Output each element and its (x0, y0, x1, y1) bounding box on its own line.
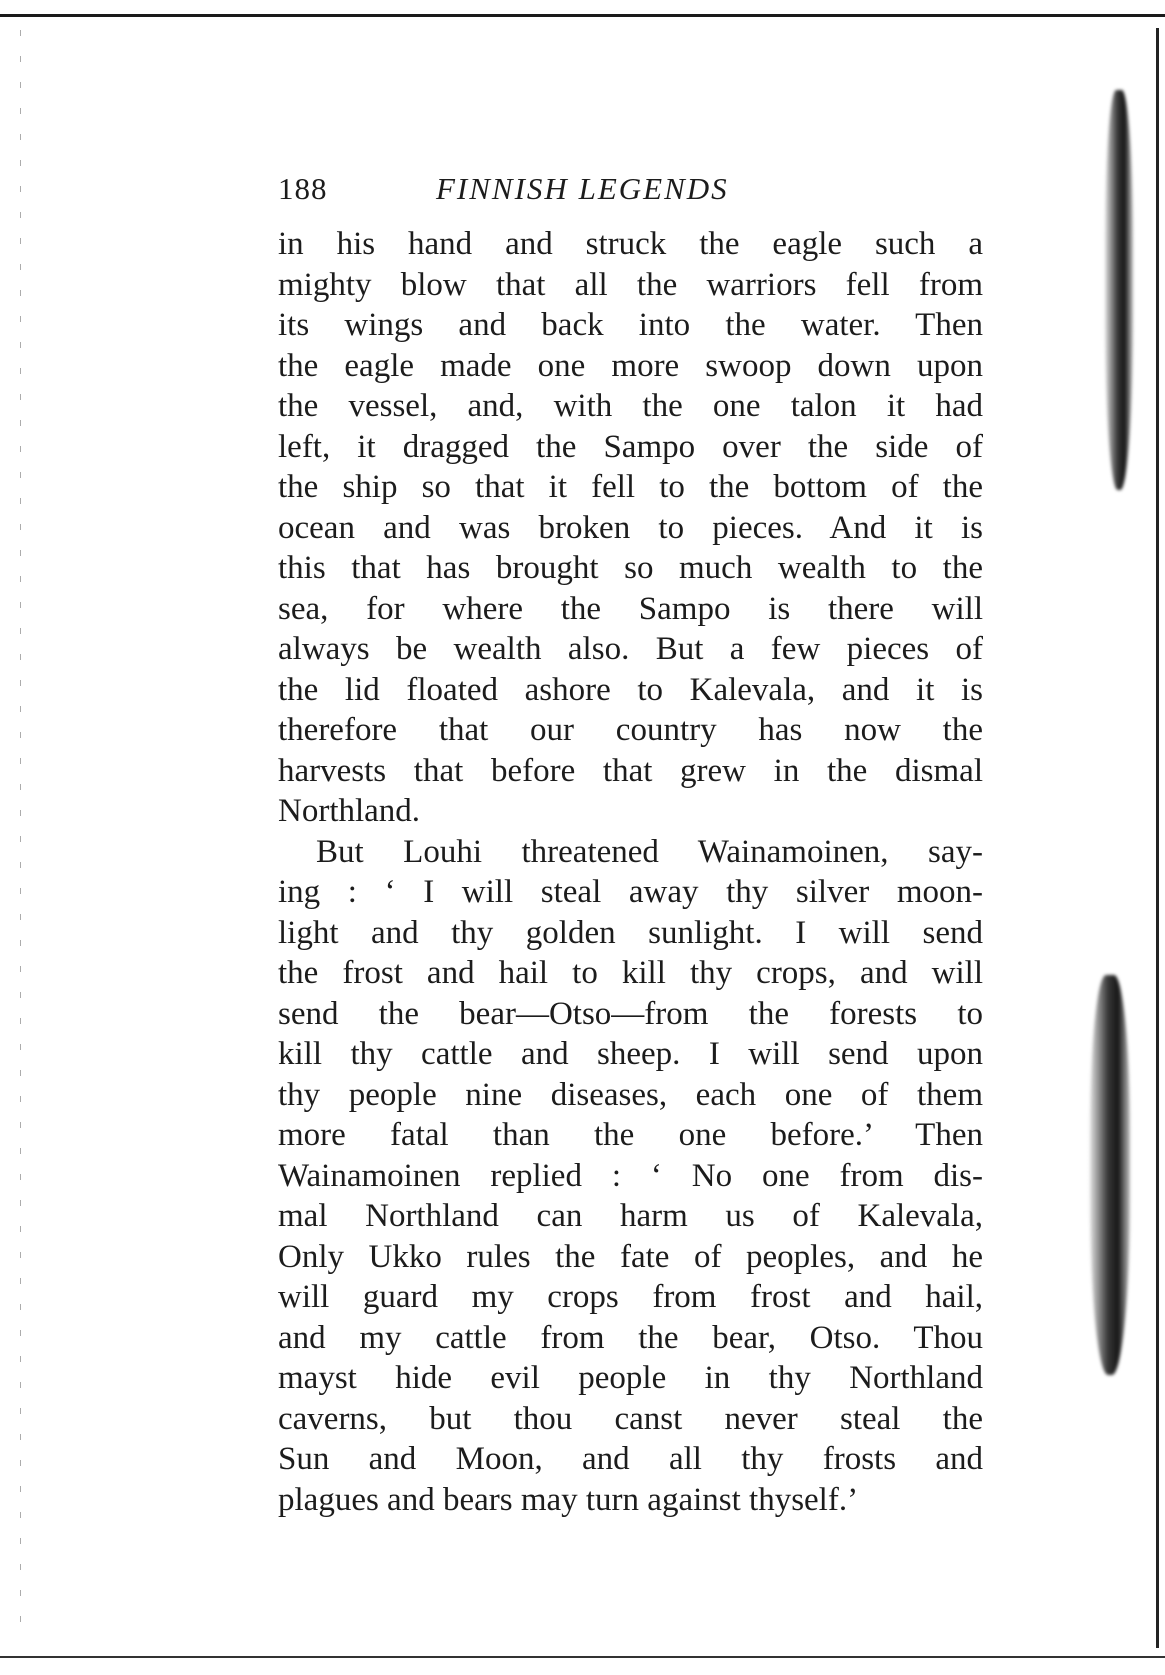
text-line: Only Ukko rules the fate of peoples, and he (278, 1238, 983, 1275)
body-text (278, 224, 983, 1520)
text-line: Wainamoinen replied : ‘ No one from dis- (278, 1157, 983, 1194)
text-line: Northland. (278, 793, 421, 829)
text-line: the vessel, and, with the one talon it had (278, 388, 983, 424)
text-line: caverns, but thou canst never steal the (278, 1400, 983, 1437)
text-line: the frost and hail to kill thy crops, and will (278, 955, 983, 991)
text-line: always be wealth also. But a few pieces of (278, 631, 983, 667)
scan-left-edge (20, 30, 21, 1640)
text-line: sea, for where the Sampo is there will (278, 590, 983, 627)
scan-top-edge (0, 14, 1165, 17)
text-line: light and thy golden sunlight. I will send (278, 914, 983, 951)
book-page (278, 168, 983, 1520)
text-line: this that has brought so much wealth to the (278, 550, 983, 586)
text-line: kill thy cattle and sheep. I will send upon (278, 1036, 983, 1072)
text-line: left, it dragged the Sampo over the side of (278, 428, 983, 465)
text-line: in his hand and struck the eagle such a (278, 226, 983, 262)
text-line: But Louhi threatened Wainamoinen, say- (316, 833, 983, 870)
text-line: harvests that before that grew in the dismal (278, 752, 983, 789)
page-number: 188 (278, 171, 328, 206)
paragraph (278, 224, 983, 832)
text-line: mighty blow that all the warriors fell from (278, 266, 983, 303)
paragraph (278, 832, 983, 1521)
scan-binding-shadow (1105, 90, 1133, 490)
text-line: therefore that our country has now the (278, 712, 983, 748)
running-head (278, 168, 983, 210)
text-line: its wings and back into the water. Then (278, 307, 983, 343)
text-line: more fatal than the one before.’ Then (278, 1117, 983, 1153)
text-line: will guard my crops from frost and hail, (278, 1279, 983, 1315)
scan-right-edge (1156, 28, 1159, 1648)
text-line: mayst hide evil people in thy Northland (278, 1360, 983, 1396)
text-line: the ship so that it fell to the bottom of the (278, 469, 983, 505)
text-line: ocean and was broken to pieces. And it is (278, 509, 983, 546)
scan-binding-shadow (1090, 975, 1130, 1375)
text-line: mal Northland can harm us of Kalevala, (278, 1198, 983, 1234)
text-line: ing : ‘ I will steal away thy silver moon- (278, 874, 983, 910)
text-line: plagues and bears may turn against thyself.’ (278, 1481, 859, 1518)
text-line: the eagle made one more swoop down upon (278, 347, 983, 384)
text-line: send the bear—Otso—from the forests to (278, 995, 983, 1032)
text-line: Sun and Moon, and all thy frosts and (278, 1441, 983, 1477)
text-line: and my cattle from the bear, Otso. Thou (278, 1319, 983, 1356)
scan-bottom-edge (0, 1656, 1165, 1658)
running-title: FINNISH LEGENDS (436, 171, 729, 206)
text-line: the lid floated ashore to Kalevala, and it is (278, 671, 983, 708)
text-line: thy people nine diseases, each one of them (278, 1076, 983, 1113)
